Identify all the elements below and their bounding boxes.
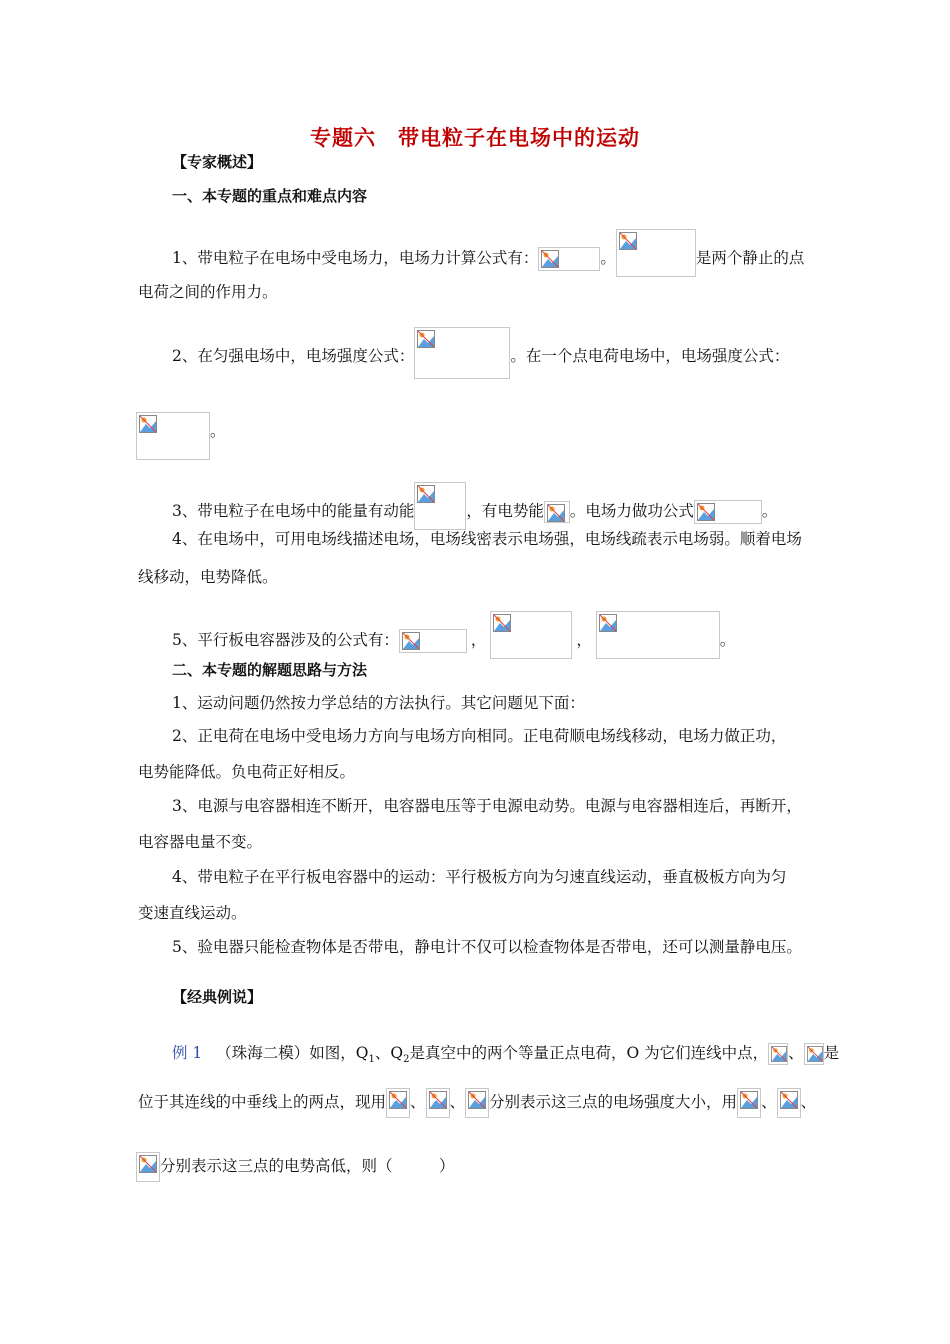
formula-image-icon [465, 1088, 489, 1118]
item5-line [172, 611, 735, 659]
part1-header: 一、本专题的重点和难点内容 [172, 187, 368, 205]
item4-line1: 4、在电场中，可用电场线描述电场，电场线密表示电场强，电场线疏表示电场弱。顺着电场 [172, 530, 802, 548]
example1-text-h: 分别表示这三点的电场强度大小，用 [489, 1093, 738, 1111]
formula-image-icon [426, 1088, 450, 1118]
example1-text-g: 、 [449, 1093, 466, 1111]
formula-image-icon [737, 1088, 761, 1118]
example1-text-e: 位于其连线的中垂线上的两点，现用 [138, 1093, 387, 1111]
example1-line1 [172, 1042, 839, 1071]
item2-text-c: 。 [210, 422, 226, 440]
example1-line3 [136, 1152, 455, 1182]
item1-text-c: 是两个静止的点 [695, 249, 805, 267]
example1-line2 [138, 1088, 816, 1118]
part2-line1: 1、运动问题仍然按力学总结的方法执行。其它问题见下面： [172, 694, 585, 712]
formula-image-icon [136, 1152, 160, 1182]
formula-image-icon [414, 327, 510, 379]
item2-line2 [136, 412, 226, 460]
example1-text-b: 是真空中的两个等量正点电荷，O 为它们连线中点， [409, 1044, 769, 1062]
part2-line3b: 电容器电量不变。 [138, 833, 263, 851]
item2-text-a: 2、在匀强电场中，电场强度公式： [172, 347, 415, 365]
example1-text-d: 是 [823, 1044, 840, 1062]
item5-text-b: ， [470, 631, 487, 649]
item2-text-b: 。在一个点电荷电场中，电场强度公式： [510, 347, 790, 365]
part2-line2a: 2、正电荷在电场中受电场力方向与电场方向相同。正电荷顺电场线移动，电场力做正功， [172, 727, 787, 745]
part2-line2b: 电势能降低。负电荷正好相反。 [138, 763, 356, 781]
formula-image-icon [399, 629, 467, 653]
formula-image-icon [538, 247, 600, 271]
example1-text-f: 、 [410, 1093, 426, 1111]
formula-image-icon [386, 1088, 410, 1118]
formula-image-icon [616, 229, 696, 277]
part2-header: 二、本专题的解题思路与方法 [172, 661, 368, 679]
formula-image-icon [694, 500, 762, 524]
formula-image-icon [490, 611, 572, 659]
formula-image-icon [414, 482, 466, 530]
example1-text-c: 、 [788, 1044, 804, 1062]
formula-image-icon [596, 611, 720, 659]
item1-line1 [172, 229, 804, 277]
item3-text-a: 3、带电粒子在电场中的能量有动能 [172, 502, 415, 520]
part2-line3a: 3、电源与电容器相连不断开，电容器电压等于电源电动势。电源与电容器相连后，再断开， [172, 797, 802, 815]
item3-text-c: 。电场力做功公式 [569, 502, 694, 520]
formula-image-icon [544, 501, 570, 523]
example1-text-a: （珠海二模）如图，Q [216, 1044, 369, 1062]
example1-text-k: 分别表示这三点的电势高低，则（ ） [160, 1157, 455, 1175]
item3-line [172, 482, 777, 530]
overview-header: 【专家概述】 [172, 153, 263, 171]
part2-line4a: 4、带电粒子在平行板电容器中的运动：平行极板方向为匀速直线运动，垂直极板方向为匀 [172, 868, 787, 886]
item3-text-b: ，有电势能 [466, 502, 544, 520]
item4-line2: 线移动，电势降低。 [138, 568, 278, 586]
item2-line1 [172, 327, 789, 379]
page-title: 专题六 带电粒子在电场中的运动 [310, 126, 640, 150]
example1-sub2: 2 [403, 1054, 410, 1066]
item1-line2: 电荷之间的作用力。 [138, 283, 278, 301]
examples-header: 【经典例说】 [172, 988, 263, 1006]
example1-sub1: 1 [368, 1054, 375, 1066]
example1-label: 例 1 [172, 1044, 203, 1062]
part2-line5: 5、验电器只能检查物体是否带电，静电计不仅可以检查物体是否带电，还可以测量静电压。 [172, 938, 802, 956]
item1-text-b: 。 [600, 249, 616, 267]
part2-line4b: 变速直线运动。 [138, 904, 247, 922]
item1-text-a: 1、带电粒子在电场中受电场力，电场力计算公式有： [172, 249, 539, 267]
example1-sep: 、Q [374, 1044, 404, 1062]
item5-text-d: 。 [719, 631, 736, 649]
formula-image-icon [768, 1043, 788, 1065]
item5-text-c: ， [576, 631, 592, 649]
formula-image-icon [777, 1088, 801, 1118]
formula-image-icon [136, 412, 210, 460]
formula-image-icon [804, 1043, 824, 1065]
item5-text-a: 5、平行板电容器涉及的公式有： [172, 631, 399, 649]
example1-text-j: 、 [800, 1093, 817, 1111]
item3-text-d: 。 [761, 502, 778, 520]
example1-text-i: 、 [761, 1093, 777, 1111]
